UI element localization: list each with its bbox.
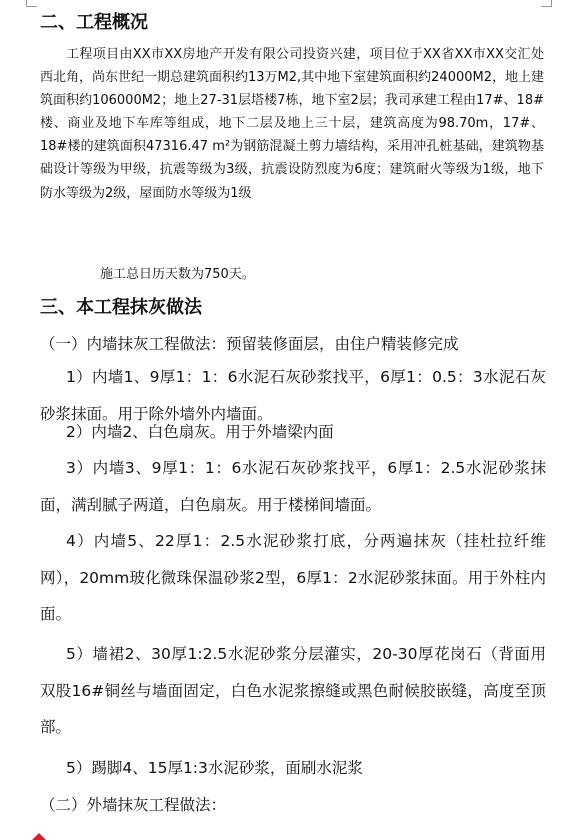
list-item: 3）内墙3、9厚1：1：6水泥石灰砂浆找平，6厚1：2.5水泥砂浆抹面，满刮腻子两道，白色扇灰。用于楼梯间墙面。: [40, 459, 546, 514]
list-item: 2）内墙2、白色扇灰。用于外墙梁内面: [66, 423, 334, 441]
margin-marker: [32, 833, 46, 840]
duration-line: 施工总日历天数为750天。: [100, 267, 255, 282]
crop-mark-top-left: [26, 0, 37, 7]
list-item: 4）内墙5、22厚1：2.5水泥砂浆打底，分两遍抹灰（挂杜拉纤维网），20mm玻化微珠保温砂浆2型，6厚1：2水泥砂浆抹面。用于外柱内面。: [40, 532, 546, 623]
list-item: 1）内墙1、9厚1：1：6水泥石灰砂浆找平，6厚1：0.5：3水泥石灰砂浆抹面。用于除外墙外内墙面。: [40, 368, 546, 423]
section-heading-plastering: 三、本工程抹灰做法: [40, 297, 202, 318]
subsection-interior-heading: （一）内墙抹灰工程做法：预留装修面层，由住户精装修完成: [40, 335, 459, 353]
overview-paragraph: 工程项目由XX市XX房地产开发有限公司投资兴建，项目位于XX省XX市XX交汇处西北角，尚东世纪一期总建筑面积约13万M2,其中地下室建筑面积约24000M2，地上建筑面积约106000M2；地上27-31层塔楼7栋，地下室2层；我司承建工程由17#、18#楼、商业及地下车库等组成，地下二层及地上三十层，建筑高度为98.70m，17#、18#楼的建筑面积47316.47 m²为钢筋混凝土剪力墙结构，采用冲孔桩基础，建筑物基础设计等级为甲级，抗震等级为3级，抗震设防烈度为6度；建筑耐火等级为1级，地下防水等级为2级，屋面防水等级为1级: [40, 47, 545, 201]
crop-mark-top-right: [541, 0, 552, 7]
list-item: 5）墙裙2、30厚1:2.5水泥砂浆分层灌实，20-30厚花岗石（背面用双股16#铜丝与墙面固定，白色水泥浆擦缝或黑色耐候胶嵌缝，高度至顶部。: [40, 645, 546, 736]
subsection-exterior-heading: （二）外墙抹灰工程做法：: [40, 796, 227, 814]
section-heading-overview: 二、工程概况: [40, 12, 148, 33]
list-item: 5）踢脚4、15厚1:3水泥砂浆，面刷水泥浆: [66, 759, 363, 777]
